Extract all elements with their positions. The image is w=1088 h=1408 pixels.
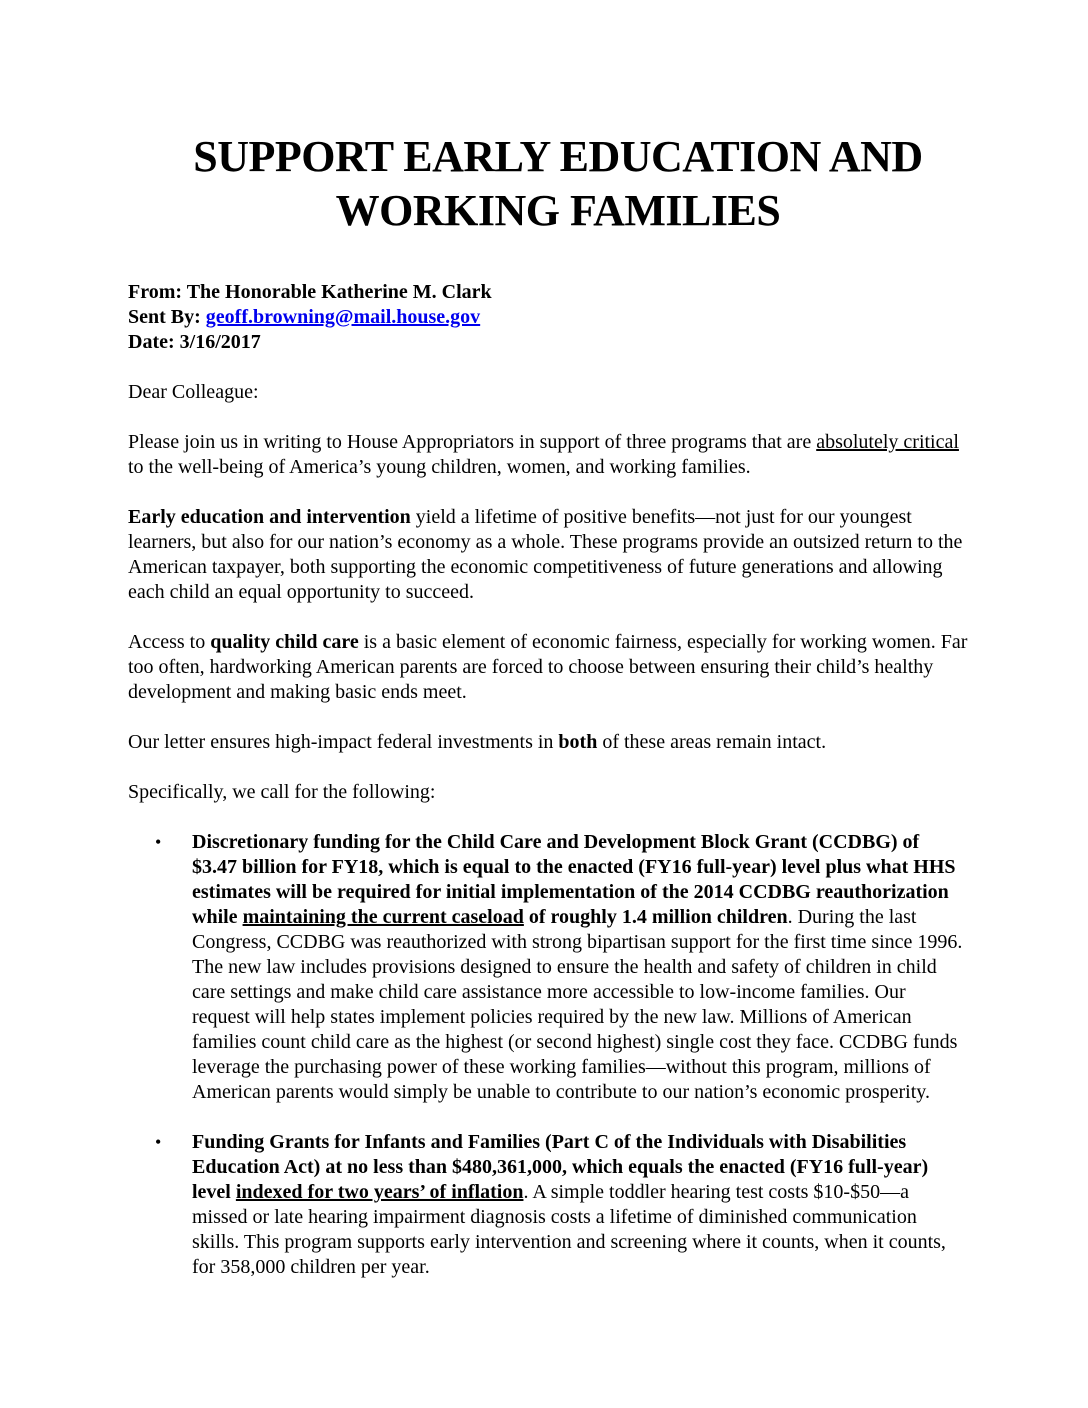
sent-by-line	[128, 305, 968, 330]
p1-text-a: Please join us in writing to House Appropriators in support of three programs that are	[128, 431, 817, 453]
p4-bold: both	[558, 731, 598, 753]
from-line	[128, 280, 968, 305]
b1-text: . During the last Congress, CCDBG was reauthorized with strong bipartisan support for the first time since 1996. The new law includes provisions designed to ensure the health and safety of children in child care settings and make child care assistance more accessible to low-income families. Our request will help states implement policies required by the new law. Millions of American families count child care as the highest (or second highest) single cost they face. CCDBG funds leverage the purchasing power of these working families—without this program, millions of American parents would simply be unable to contribute to our nation’s economic prosperity.	[192, 906, 963, 1103]
sent-by-email-link[interactable]: geoff.browning@mail.house.gov	[205, 306, 481, 328]
p2-bold: Early education and intervention	[128, 506, 411, 528]
bullet-icon: •	[155, 1132, 162, 1152]
paragraph-investments	[128, 730, 968, 755]
salutation: Dear Colleague:	[128, 381, 259, 403]
paragraph-child-care	[128, 630, 968, 705]
list-item-ccdbg	[128, 830, 968, 1105]
b2-bold-a: Funding Grants for Infants and Families (Part C of the Individuals with Disabilities Education Act) at no less than $480,361,000, which equals the enacted (FY16 full-year) level	[192, 1131, 929, 1203]
p3-text: is a basic element of economic fairness, especially for working women. Far too often, hardworking American parents are forced to choose between ensuring their child’s healthy development and making basic ends meet.	[128, 631, 968, 703]
paragraph-early-education	[128, 505, 968, 605]
title-line-1: SUPPORT EARLY EDUCATION AND	[193, 132, 923, 181]
b1-bold-a: Discretionary funding for the Child Care and Development Block Grant (CCDBG) of $3.47 billion for FY18, which is equal to the enacted (FY16 full-year) level plus what HHS estimates will be required for initial implementation of the 2014 CCDBG reauthorization while	[192, 831, 956, 928]
p1-emphasis: absolutely critical	[816, 431, 959, 453]
date-line	[128, 330, 968, 355]
date-label: Date:	[128, 331, 175, 353]
document-title	[128, 130, 968, 238]
paragraph-specifically: Specifically, we call for the following:	[128, 781, 436, 803]
p3-text-a: Access to	[128, 631, 211, 653]
p4-text: of these areas remain intact.	[597, 731, 827, 753]
b1-bold-underline: maintaining the current caseload	[242, 906, 524, 928]
list-item-idea-part-c	[128, 1130, 968, 1280]
bullet-icon: •	[155, 832, 162, 852]
p1-text-b: to the well-being of America’s young children, women, and working families.	[128, 456, 751, 478]
b2-bold-underline: indexed for two years’ of inflation	[235, 1181, 524, 1203]
memo-header	[128, 280, 968, 355]
sent-by-label: Sent By:	[128, 306, 201, 328]
date-value: 3/16/2017	[179, 331, 261, 353]
title-line-2: WORKING FAMILIES	[335, 186, 781, 235]
p3-bold: quality child care	[210, 631, 359, 653]
paragraph-intro	[128, 430, 968, 480]
b1-bold-b: of roughly 1.4 million children	[523, 906, 788, 928]
request-list	[128, 830, 968, 1280]
p4-text-a: Our letter ensures high-impact federal investments in	[128, 731, 559, 753]
from-label: From:	[128, 281, 183, 303]
p2-text: yield a lifetime of positive benefits—not just for our youngest learners, but also for our nation’s economy as a whole. These programs provide an outsized return to the American taxpayer, both supporting the economic competitiveness of future generations and allowing each child an equal opportunity to succeed.	[128, 506, 963, 603]
from-value: The Honorable Katherine M. Clark	[186, 281, 492, 303]
b2-text: . A simple toddler hearing test costs $10-$50—a missed or late hearing impairment diagnosis costs a lifetime of diminished communication skills. This program supports early intervention and screening where it counts, when it counts, for 358,000 children per year.	[192, 1181, 946, 1278]
